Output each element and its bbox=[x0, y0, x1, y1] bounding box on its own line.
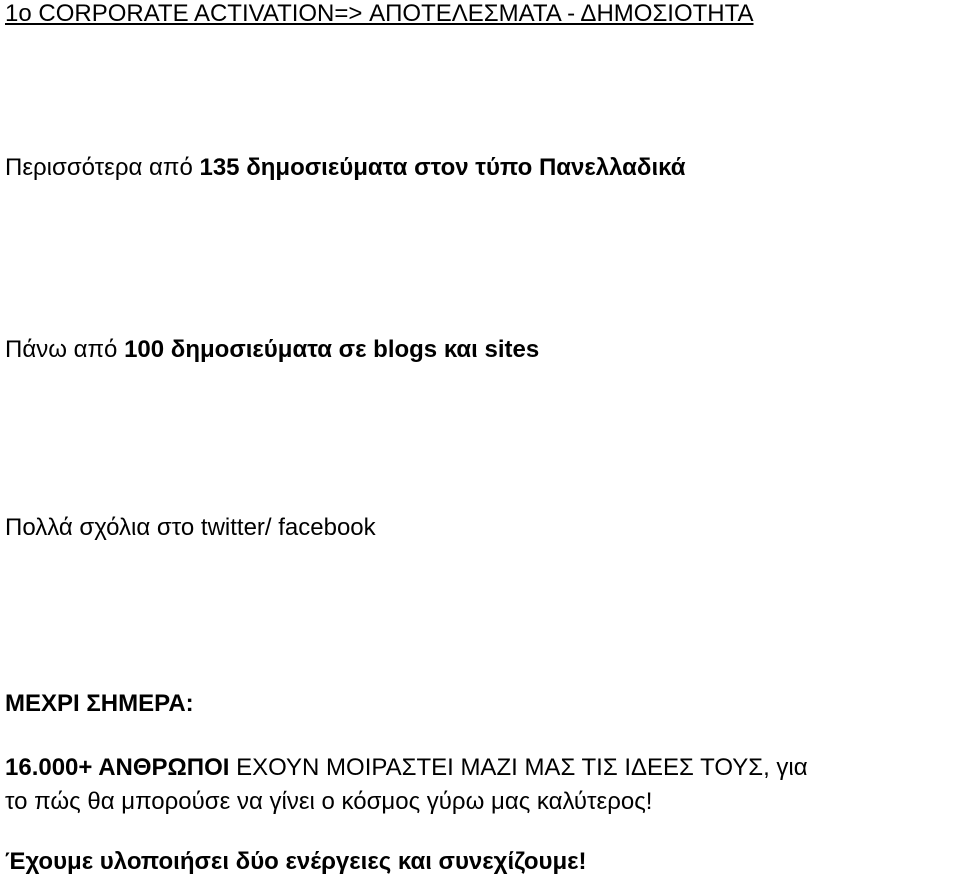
people-shared-line-2: το πώς θα μπορούσε να γίνει ο κόσμος γύρω μας καλύτερος! bbox=[5, 788, 653, 815]
blogs-count: 100 δημοσιεύματα σε blogs και sites bbox=[124, 336, 540, 363]
until-today-heading: ΜΕΧΡΙ ΣΗΜΕΡΑ: bbox=[5, 690, 194, 717]
blogs-prefix: Πάνω από bbox=[5, 336, 125, 363]
press-coverage-line bbox=[5, 154, 686, 182]
blogs-coverage-line bbox=[5, 336, 539, 364]
document-title: 1ο CORPORATE ACTIVATION=> ΑΠΟΤΕΛΕΣΜΑΤΑ - ΔΗΜΟΣΙΟΤΗΤΑ bbox=[5, 0, 754, 27]
people-count: 16.000+ ΑΝΘΡΩΠΟΙ bbox=[5, 754, 230, 781]
people-rest: ΕΧΟΥΝ ΜΟΙΡΑΣΤΕΙ ΜΑΖΙ ΜΑΣ ΤΙΣ ΙΔΕΕΣ ΤΟΥΣ, για bbox=[229, 754, 808, 781]
people-shared-line bbox=[5, 754, 808, 782]
social-comments-line: Πολλά σχόλια στο twitter/ facebook bbox=[5, 514, 376, 541]
press-prefix: Περισσότερα από bbox=[5, 154, 200, 181]
closing-line: Έχουμε υλοποιήσει δύο ενέργειες και συνεχίζουμε! bbox=[5, 848, 587, 875]
press-count: 135 δημοσιεύματα στον τύπο Πανελλαδικά bbox=[199, 154, 686, 181]
